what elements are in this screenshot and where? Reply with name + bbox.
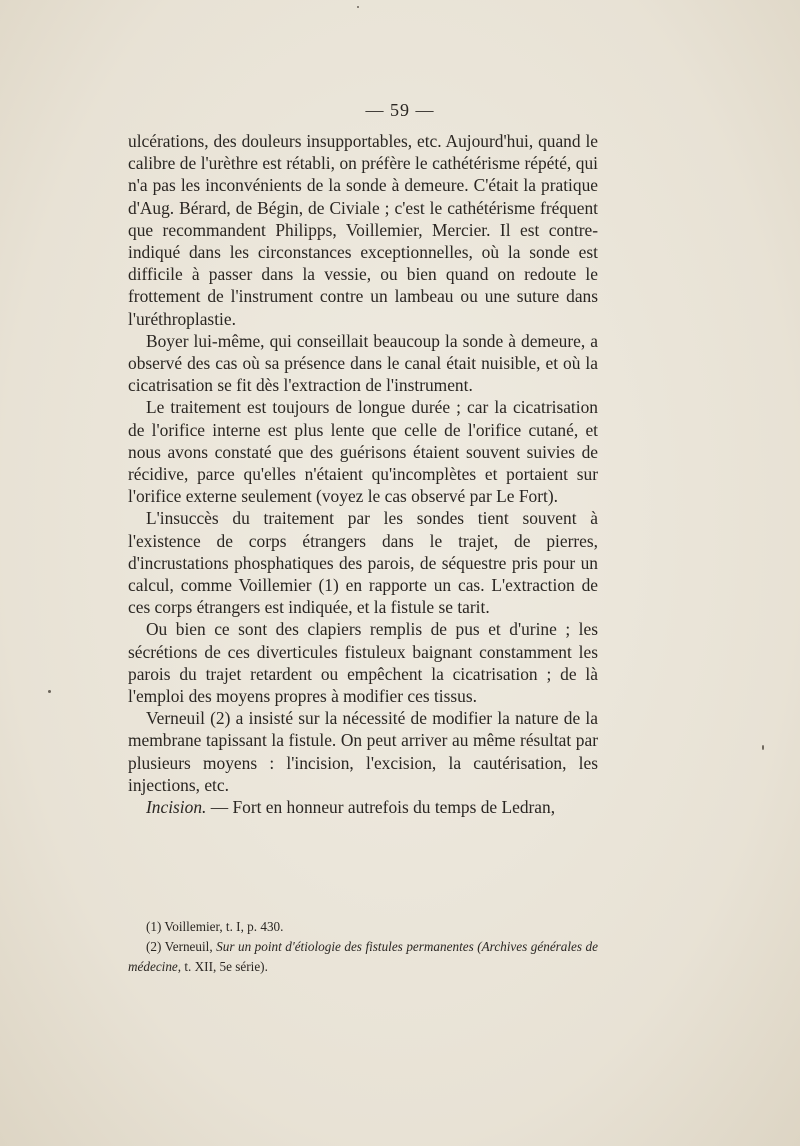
paragraph-7-text: — Fort en honneur autrefois du temps de Ledran, (206, 797, 556, 818)
paragraph-5: Ou bien ce sont des clapiers remplis de pus et d'urine ; les sécrétions de ces diverticules fistuleux baignant constamment les parois du trajet retardent ou empêchent la cicatrisation ; de là l'emploi des moyens propres à modifier ces tissus. (128, 619, 598, 707)
section-lead: Incision. (146, 797, 207, 818)
main-text (128, 130, 598, 818)
paragraph-4: L'insuccès du traitement par les sondes tient souvent à l'existence de corps étrangers dans le trajet, de pierres, d'incrustations phosphatiques des parois, de séquestre pris pour un calcul, comme Voillemier (1) en rapporte un cas. L'extraction de ces corps étrangers est indiquée, et la fistule se tarit. (128, 508, 598, 618)
footnote-2-pre: (2) Verneuil, (146, 939, 217, 954)
page-speck (762, 745, 764, 750)
footnote-1: (1) Voillemier, t. I, p. 430. (146, 919, 284, 934)
paragraph-6: Verneuil (2) a insisté sur la nécessité de modifier la nature de la membrane tapissant la fistule. On peut arriver au même résultat par plusieurs moyens : l'incision, l'excision, la cautérisation, les injections, etc. (128, 708, 598, 795)
page-speck (48, 690, 51, 693)
page-speck (357, 6, 359, 8)
paragraph-7 (128, 796, 598, 818)
footnote-2-post: , t. XII, 5e série). (177, 959, 268, 974)
paragraph-1: ulcérations, des douleurs insupportables, etc. Aujourd'hui, quand le calibre de l'urèthre est rétabli, on préfère le cathétérisme répété, qui n'a pas les inconvénients de la sonde à demeure. C'était la pratique d'Aug. Bérard, de Bégin, de Civiale ; c'est le cathétérisme fréquent que recommandent Philipps, Voillemier, Mercier. Il est contre-indiqué dans les circonstances exceptionnelles, où la sonde est difficile à passer dans la vessie, ou bien quand on redoute le frottement de l'instrument contre un lambeau ou une suture dans l'uréthroplastie. (128, 131, 598, 329)
paragraph-3: Le traitement est toujours de longue durée ; car la cicatrisation de l'orifice interne est plus lente que celle de l'orifice cutané, et nous avons constaté que des guérisons étaient souvent suivies de récidive, parce qu'elles n'étaient qu'incomplètes et portaient sur l'orifice externe seulement (voyez le cas observé par Le Fort). (128, 397, 598, 507)
page-number: — 59 — (365, 100, 435, 120)
footnote-2 (128, 937, 598, 977)
footnotes (128, 917, 598, 977)
paragraph-2: Boyer lui-même, qui conseillait beaucoup la sonde à demeure, a observé des cas où sa présence dans le canal était nuisible, et où la cicatrisation se fit dès l'extraction de l'instrument. (128, 330, 598, 396)
footnote-2-title: Sur un point d'étiologie des fistules permanentes (Archives générales de médecine (128, 939, 599, 974)
